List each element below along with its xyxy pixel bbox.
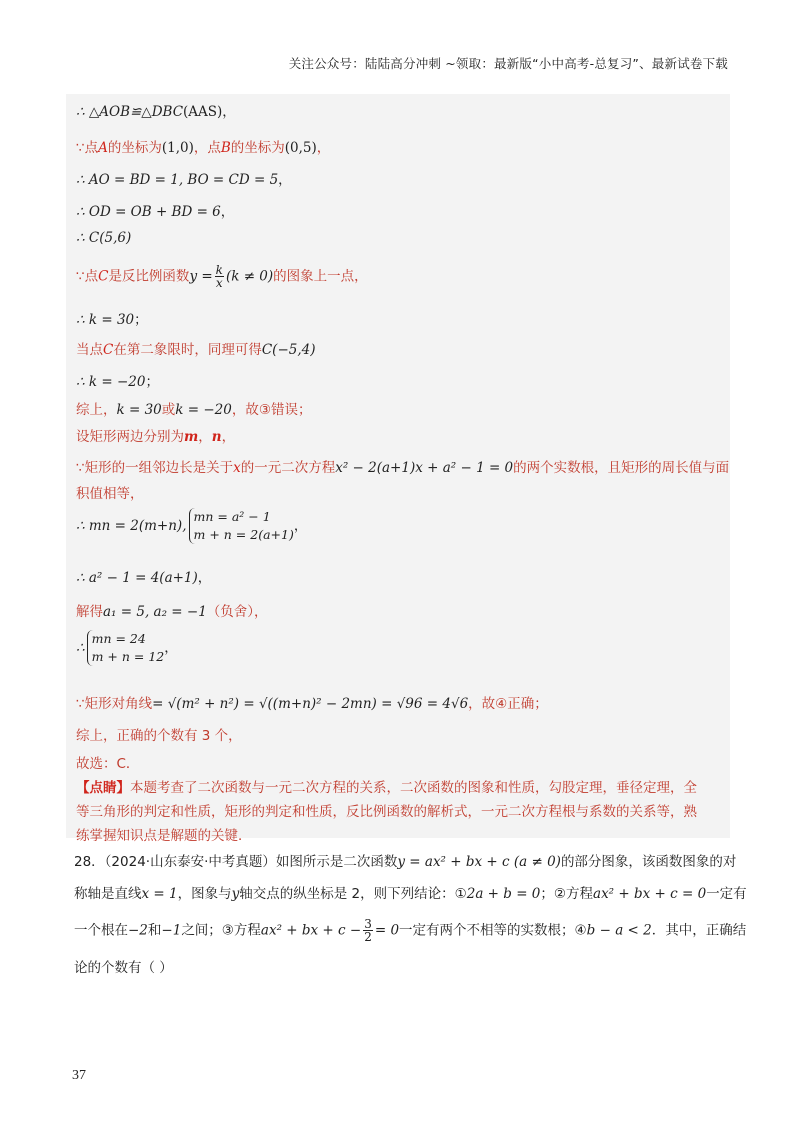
page-number: 37 <box>72 1068 86 1083</box>
solution-line-1: ∴ △AOB≌△DBC(AAS)， <box>76 104 236 120</box>
fraction-3-over-2: $\frac{3}{2}$ <box>364 917 372 944</box>
problem-line-1: 28．（2024·山东泰安·中考真题）如图所示是二次函数y = ax² + bx + c (a ≠ 0)的部分图象，该函数图象的对 <box>74 854 737 870</box>
solution-line-12: ∵矩形的一组邻边长是关于x的一元二次方程x² − 2(a+1)x + a² − 1 = 0的两个实数根，且矩形的周长值与面 <box>76 460 730 476</box>
solution-line-13: 积值相等， <box>76 486 144 502</box>
key-point-line-2: 等三角形的判定和性质，矩形的判定和性质，反比例函数的解析式，一元二次方程根与系数的关系等，熟 <box>76 804 697 820</box>
solution-line-20: 故选：C． <box>76 756 140 772</box>
key-point-text: 本题考查了二次函数与一元二次方程的关系，二次函数的图象和性质，勾股定理，垂径定理，全 <box>130 780 697 796</box>
page-header: 关注公众号：陆陆高分冲刺 ~领取：最新版“小中高考-总复习”、最新试卷下载 <box>288 56 728 71</box>
problem-line-2: 称轴是直线x = 1，图象与y轴交点的纵坐标是 2，则下列结论：①2a + b = 0；②方程ax² + bx + c = 0一定有 <box>74 886 747 902</box>
equation-system-1: mn = a² − 1 m + n = 2(a+1) <box>189 508 294 544</box>
solution-line-7: ∴ k = 30； <box>76 312 148 328</box>
key-point-label: 【点睛】 <box>76 780 130 796</box>
problem-line-4: 论的个数有（ ） <box>74 960 173 976</box>
solution-line-2: ∵点A的坐标为(1,0)，点B的坐标为(0,5)， <box>76 140 331 156</box>
solution-line-17: ∴ mn = 24 m + n = 12 ， <box>76 631 178 664</box>
key-point-line-3: 练掌握知识点是解题的关键． <box>76 828 252 844</box>
solution-line-14: ∴ mn = 2(m+n), mn = a² − 1 m + n = 2(a+1) ， <box>76 509 308 542</box>
solution-line-8: 当点C在第二象限时，同理可得C(−5,4) <box>76 342 316 358</box>
fraction-k-over-x: $\frac{k}{x}$ <box>215 263 223 290</box>
solution-line-6: ∵点C是反比例函数y = $\frac{k}{x}$ (k ≠ 0)的图象上一点， <box>76 263 368 290</box>
solution-line-18: ∵矩形对角线= √(m² + n²) = √((m+n)² − 2mn) = √96 = 4√6，故④正确； <box>76 696 548 712</box>
solution-line-10: 综上，k = 30或k = −20，故③错误； <box>76 402 312 418</box>
solution-line-11: 设矩形两边分别为m，n， <box>76 429 236 445</box>
equation-system-2: mn = 24 m + n = 12 <box>87 630 165 666</box>
solution-line-5: ∴ C(5,6) <box>76 230 132 246</box>
key-point-line-1 <box>76 776 697 796</box>
solution-line-15: ∴ a² − 1 = 4(a+1)， <box>76 570 212 586</box>
solution-line-3: ∴ AO = BD = 1, BO = CD = 5， <box>76 172 292 188</box>
solution-line-19: 综上，正确的个数有 3 个， <box>76 728 242 744</box>
solution-line-9: ∴ k = −20； <box>76 374 159 390</box>
problem-line-3: 一个根在−2和−1之间；③方程ax² + bx + c − $\frac{3}{2}$ = 0一定有两个不相等的实数根；④b − a < 2．其中，正确结 <box>74 917 747 944</box>
solution-line-16: 解得a₁ = 5, a₂ = −1（负舍）， <box>76 604 268 620</box>
solution-line-4: ∴ OD = OB + BD = 6， <box>76 204 235 220</box>
